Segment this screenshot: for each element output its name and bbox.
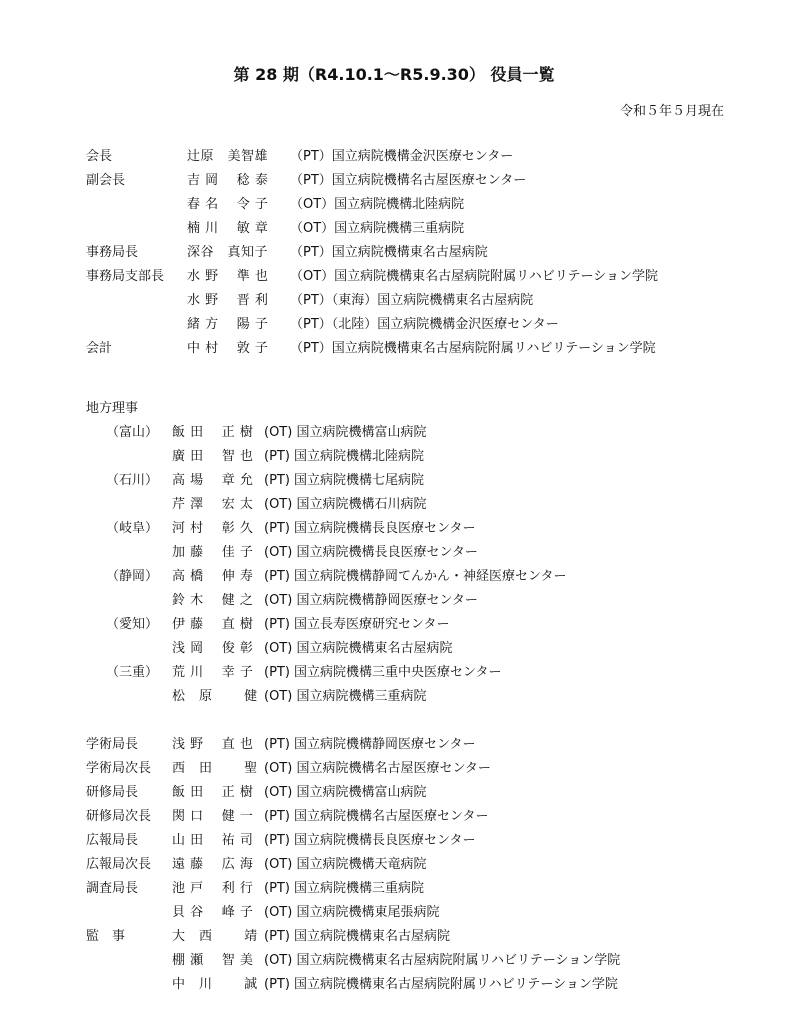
- bureau-role: 学術局長: [86, 737, 139, 752]
- date-note: 令和５年５月現在: [619, 104, 724, 119]
- officer-role: 事務局長: [86, 245, 139, 260]
- regional-affiliation: (PT) 国立病院機構七尾病院: [264, 473, 425, 488]
- bureau-role: 監 事: [86, 929, 126, 944]
- officer-name: 水 野 晋 利: [187, 293, 269, 308]
- regional-name: 加 藤 佳 子: [172, 545, 254, 560]
- regional-affiliation: (OT) 国立病院機構静岡医療センター: [264, 593, 478, 608]
- officer-affiliation: （OT）国立病院機構東名古屋病院附属リハビリテーション学院: [290, 269, 659, 284]
- regional-name: 廣 田 智 也: [172, 449, 254, 464]
- regional-affiliation: (OT) 国立病院機構石川病院: [264, 497, 427, 512]
- officer-affiliation: （PT）国立病院機構金沢医療センター: [290, 149, 514, 164]
- regional-name: 伊 藤 直 樹: [172, 617, 254, 632]
- bureau-affiliation: (OT) 国立病院機構東名古屋病院附属リハビリテーション学院: [264, 953, 621, 968]
- bureau-role: 広報局長: [86, 833, 139, 848]
- officer-name: 深谷 真知子: [187, 245, 269, 260]
- bureau-name: 飯 田 正 樹: [172, 785, 254, 800]
- regional-affiliation: (PT) 国立病院機構静岡てんかん・神経医療センター: [264, 569, 567, 584]
- regional-affiliation: (PT) 国立病院機構北陸病院: [264, 449, 425, 464]
- officer-affiliation: （OT）国立病院機構北陸病院: [290, 197, 465, 212]
- officer-affiliation: （PT）国立病院機構東名古屋病院: [290, 245, 488, 260]
- regional-name: 荒 川 幸 子: [172, 665, 254, 680]
- officer-affiliation: （PT）（東海）国立病院機構東名古屋病院: [290, 293, 534, 308]
- bureau-name: 大 西 靖: [172, 929, 258, 944]
- officer-role: 会計: [86, 341, 113, 356]
- officer-name: 春 名 令 子: [187, 197, 269, 212]
- bureau-affiliation: (PT) 国立病院機構静岡医療センター: [264, 737, 476, 752]
- officer-name: 辻原 美智雄: [187, 149, 269, 164]
- regional-affiliation: (OT) 国立病院機構長良医療センター: [264, 545, 478, 560]
- officer-affiliation: （PT）国立病院機構名古屋医療センター: [290, 173, 527, 188]
- officer-role: 事務局支部長: [86, 269, 165, 284]
- regional-pref: （富山）: [106, 425, 159, 440]
- bureau-name: 遠 藤 広 海: [172, 857, 254, 872]
- bureau-role: 研修局次長: [86, 809, 152, 824]
- regional-pref: （岐阜）: [106, 521, 159, 536]
- bureau-name: 貝 谷 峰 子: [172, 905, 254, 920]
- regional-pref: （静岡）: [106, 569, 159, 584]
- officer-role: 副会長: [86, 173, 126, 188]
- bureau-role: 研修局長: [86, 785, 139, 800]
- bureau-name: 関 口 健 一: [172, 809, 254, 824]
- bureau-affiliation: (PT) 国立病院機構東名古屋病院附属リハビリテーション学院: [264, 977, 618, 992]
- bureau-name: 山 田 祐 司: [172, 833, 254, 848]
- bureau-name: 池 戸 利 行: [172, 881, 254, 896]
- regional-name: 芹 澤 宏 太: [172, 497, 254, 512]
- bureau-name: 中 川 誠: [172, 977, 258, 992]
- officer-name: 水 野 準 也: [187, 269, 269, 284]
- regional-affiliation: (OT) 国立病院機構富山病院: [264, 425, 427, 440]
- bureau-role: 広報局次長: [86, 857, 152, 872]
- bureau-role: 学術局次長: [86, 761, 152, 776]
- bureau-name: 棚 瀬 智 美: [172, 953, 254, 968]
- officer-affiliation: （PT）国立病院機構東名古屋病院附属リハビリテーション学院: [290, 341, 656, 356]
- regional-pref: （三重）: [106, 665, 159, 680]
- bureau-affiliation: (PT) 国立病院機構東名古屋病院: [264, 929, 451, 944]
- page-title: 第 28 期（R4.10.1～R5.9.30） 役員一覧: [233, 65, 555, 84]
- bureau-role: 調査局長: [86, 881, 139, 896]
- regional-affiliation: (PT) 国立長寿医療研究センター: [264, 617, 450, 632]
- officer-affiliation: （OT）国立病院機構三重病院: [290, 221, 465, 236]
- bureau-affiliation: (PT) 国立病院機構名古屋医療センター: [264, 809, 489, 824]
- regional-affiliation: (PT) 国立病院機構三重中央医療センター: [264, 665, 502, 680]
- officer-name: 中 村 敦 子: [187, 341, 269, 356]
- officer-name: 楠 川 敏 章: [187, 221, 269, 236]
- regional-affiliation: (PT) 国立病院機構長良医療センター: [264, 521, 476, 536]
- regional-name: 鈴 木 健 之: [172, 593, 254, 608]
- regional-heading: 地方理事: [86, 401, 139, 416]
- bureau-affiliation: (OT) 国立病院機構名古屋医療センター: [264, 761, 491, 776]
- regional-affiliation: (OT) 国立病院機構三重病院: [264, 689, 427, 704]
- bureau-affiliation: (OT) 国立病院機構天竜病院: [264, 857, 427, 872]
- regional-affiliation: (OT) 国立病院機構東名古屋病院: [264, 641, 453, 656]
- officer-name: 吉 岡 稔 泰: [187, 173, 269, 188]
- regional-name: 高 場 章 允: [172, 473, 254, 488]
- bureau-name: 西 田 聖: [172, 761, 258, 776]
- bureau-affiliation: (PT) 国立病院機構長良医療センター: [264, 833, 476, 848]
- regional-name: 高 橋 伸 寿: [172, 569, 254, 584]
- regional-pref: （石川）: [106, 473, 159, 488]
- bureau-affiliation: (PT) 国立病院機構三重病院: [264, 881, 425, 896]
- regional-name: 松 原 健: [172, 689, 258, 704]
- regional-pref: （愛知）: [106, 617, 159, 632]
- regional-name: 浅 岡 俊 彰: [172, 641, 254, 656]
- officer-name: 緒 方 陽 子: [187, 317, 269, 332]
- officer-role: 会長: [86, 149, 113, 164]
- bureau-affiliation: (OT) 国立病院機構東尾張病院: [264, 905, 440, 920]
- regional-name: 飯 田 正 樹: [172, 425, 254, 440]
- regional-name: 河 村 彰 久: [172, 521, 254, 536]
- bureau-affiliation: (OT) 国立病院機構富山病院: [264, 785, 427, 800]
- officer-affiliation: （PT）（北陸）国立病院機構金沢医療センター: [290, 317, 559, 332]
- bureau-name: 浅 野 直 也: [172, 737, 254, 752]
